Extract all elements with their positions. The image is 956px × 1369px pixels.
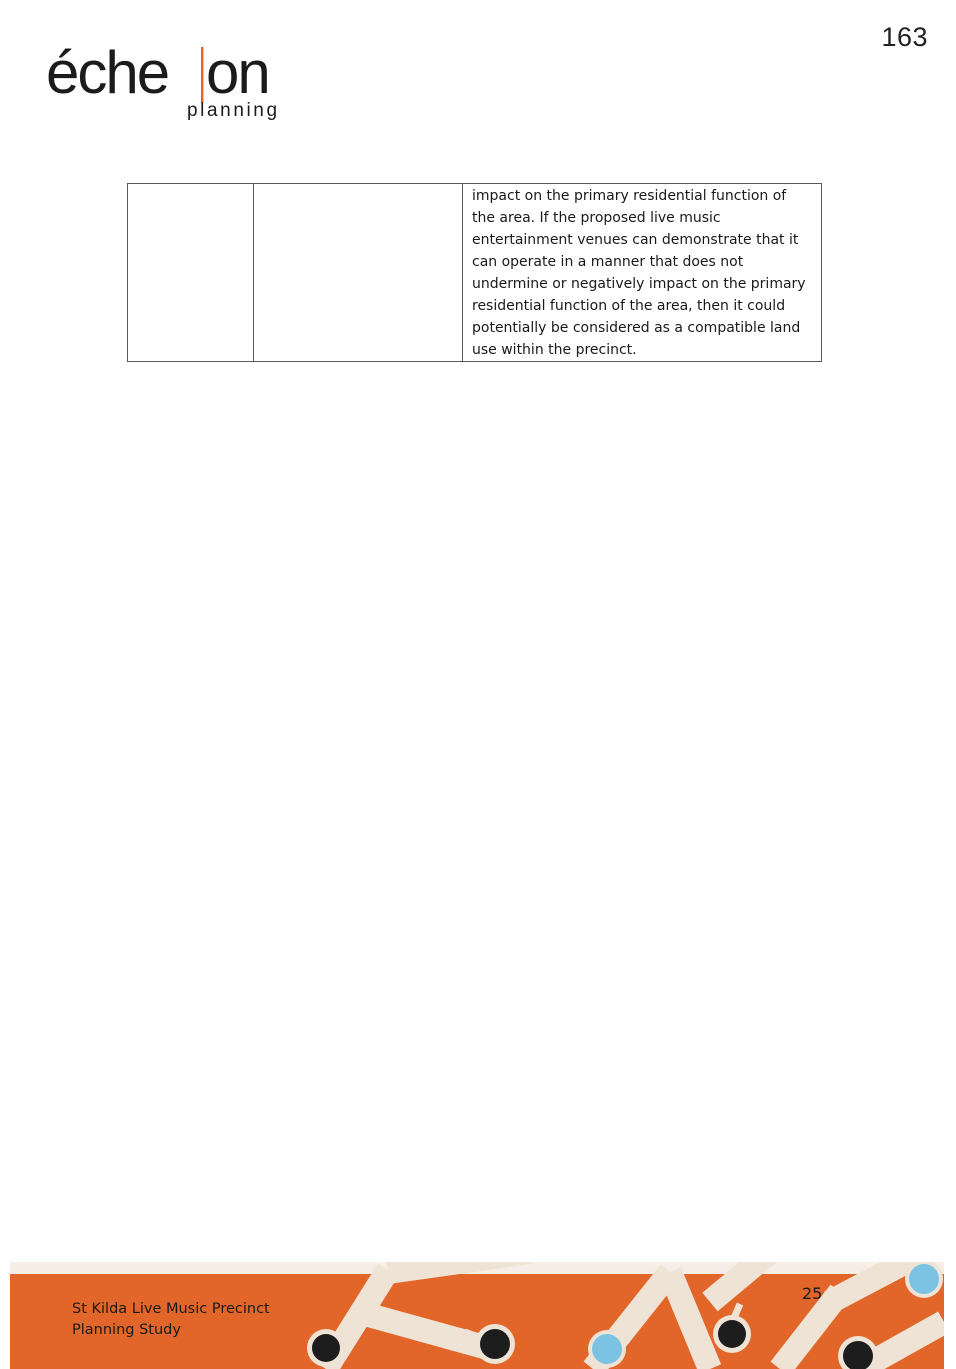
- footer-document-title: [72, 1299, 270, 1341]
- logo-wordmark-right: on: [206, 39, 269, 106]
- logo-wordmark-left: éche: [46, 39, 169, 106]
- footer-page-number: 25: [802, 1284, 823, 1303]
- footer-banner: [10, 1262, 944, 1369]
- document-page-number: 163: [881, 22, 928, 52]
- table-cell-empty-2: [254, 184, 463, 362]
- logo-graphic: [46, 38, 296, 128]
- table-cell-text: impact on the primary residential function of the area. If the proposed live music entertainment venues can demonstrate that it can operate in a manner that does not undermine or negatively impact on the primary residential function of the area, then it could potentially be considered as a compatible land use within the precinct.: [463, 184, 822, 362]
- table-row: [128, 184, 822, 362]
- echelon-planning-logo: [46, 38, 296, 128]
- footer-title-line-1: St Kilda Live Music Precinct: [72, 1301, 270, 1317]
- content-table: [127, 183, 822, 362]
- logo-accent-bar: [201, 47, 203, 103]
- table-cell-empty-1: [128, 184, 254, 362]
- logo-tagline: planning: [187, 100, 280, 121]
- footer-title-line-2: Planning Study: [72, 1322, 181, 1338]
